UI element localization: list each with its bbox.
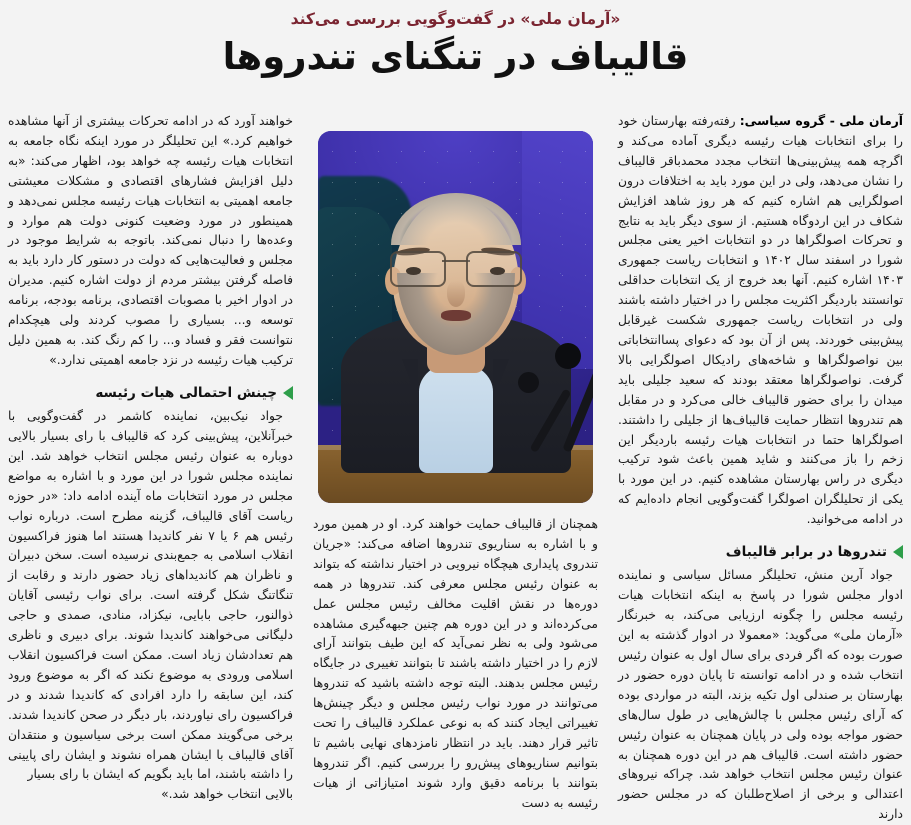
section-heading-tandroha	[618, 544, 903, 560]
section-paragraph-chinesh: جواد نیک‌بین، نماینده کاشمر در گفت‌وگویی با خبرآنلاین، پیش‌بینی کرد که قالیباف با رای بسیار بالایی دوباره به عنوان رئیس مجلس انتخاب خواهد شد. این نماینده مجلس شورا در این مورد و با اشاره به مواضع مجلس در مورد انتخابات ماه آینده ادامه داد: «در حوزه ریاست آقای قالیباف، گزینه مطرح است. درباره نواب رئیس هم ۶ یا ۷ نفر کاندیدا هستند اما هنوز فراکسیون انقلاب اسلامی به جمع‌بندی نرسیده است. سخن دبیران و ناظران هم کاندیداهای زیاد حضور دارند و رقابت از تنگاتنگ شکل گرفته است. برای نواب رئیسی آقایان ذوالنور، حاجی بابایی، نیکزاد، منادی، صمدی و حاجی دلیگانی می‌خواهند کاندیدا شوند. برای دبیری و ناظری هم تعدادشان زیاد است. ممکن است فراکسیون انقلاب اسلامی ورودی به موضوع نکند که اگر به موضوع ورود کند، این سابقه را دارد افرادی که کاندیدا شدند و در فراکسیون رای نیاوردند، بار دیگر در صحن کاندیدا شدند. برخی می‌گویند ممکن است برخی سیاسیون و منتقدان آقای قالیباف با ایشان همراه نشوند و ایشان رای پایینی را داشته باشند، اما باید بگویم که ایشان با رای بسیار	[8, 409, 293, 782]
triangle-bullet-icon	[893, 545, 903, 559]
eyeglasses-icon	[388, 251, 524, 285]
microphone-head-2	[518, 372, 539, 393]
photo-scene	[318, 131, 593, 503]
lead-paragraph	[618, 112, 903, 530]
middle-column-paragraph: همچنان از قالیباف حمایت خواهند کرد. او در همین مورد و با اشاره به سناریوی تندروها اضافه می‌کند: «جریان تندروی پایداری هیچگاه نیرویی در اختیار نداشته که بتواند به عنوان رئیس مجلس معرفی کند. تندروها در همه دوره‌ها در نقش اقلیت مخالف رئیس مجلس عمل می‌کرده‌اند و در این دوره هم چنین جبهه‌گیری مشاهده می‌شود ولی به نظر نمی‌آید که این طیف بتوانند آرای لازم را در اختیار داشته باشند تا بتوانند تغییری در جایگاه رئیس مجلس بدهند. البته توجه داشته باشید که تندروها می‌توانند در مورد نواب رئیس مجلس و دیگر چینش‌ها تغییراتی ایجاد کنند که به نوعی عملکرد قالیباف را تحت تاثیر قرار دهند. باید در انتظار نامزدهای نهایی باشیم تا بتوانیم سناریوهای پیش‌رو را بررسی کنیم. اگر تندروها بتوانند با برنامه دقیق وارد شوند امتیازاتی از هیات رئیسه به دست	[313, 517, 598, 810]
microphone-head-1	[555, 343, 581, 369]
mouth	[441, 310, 471, 321]
article-kicker: «آرمان ملی» در گفت‌وگویی بررسی می‌کند	[290, 10, 621, 28]
lead-paragraph-text: رفته‌رفته بهارستان خود را برای انتخابات هیات رئیسه دیگری آماده می‌کند و اگرچه همه پیش‌بینی‌ها انتخاب مجدد محمدباقر قالیباف را نشان می‌دهد، ولی در این مورد باید به اختلافات درون اصولگرایی هم اشاره کنیم که هر روز شاهد افزایش شکاف در این اردوگاه هستیم. از سوی دیگر باید به نتایج و تحرکات اصولگراها در دو انتخابات اخیر یعنی مجلس شورا در اسفند سال ۱۴۰۲ و انتخابات ریاست جمهوری ۱۴۰۳ اشاره کنیم. آنها بعد خروج از یک انتخابات حداقلی توانستند باردیگر اکثریت مجلس را در اختیار داشته باشند ولی در انتخابات ریاست جمهوری شکست غیرقابل پیش‌بینی خوردند. پس از آن بود که دعوای پساانتخاباتی بین نواصولگراها و شاخه‌های رادیکال اصولگرایی بالا گرفت. نواصولگراها معتقد بودند که سعید جلیلی باید میدان را برای حضور قالیباف خالی می‌کرد و در مقابل هم تندروها انتظار حمایت قالیباف‌ها از جلیلی را داشتند. اصولگراها حتما در انتخابات هیات رئیسه باردیگر این زخم را باز می‌کنند و شاید همین باعث شود ترکیب دیگری در راس بهارستان مشاهده کنیم. در این مورد با یکی از تحلیلگران اصولگرا گفت‌وگویی انجام داده‌ایم که در ادامه می‌خوانید.	[618, 114, 903, 527]
section-heading-label: چینش احتمالی هیات رئیسه	[95, 384, 277, 401]
lens-left	[390, 251, 446, 287]
article-photo	[318, 131, 593, 503]
left-column-top-paragraph: خواهند آورد که در ادامه تحرکات بیشتری از آنها مشاهده خواهیم کرد.» این تحلیلگر در مورد اینکه نگاه جامعه به انتخابات هیات رئیسه چه خواهد بود، اظهار می‌کند: «به دلیل افزایش فشارهای اقتصادی و مشکلات معیشتی جامعه اهمیتی به انتخابات هیات رئیسه مجلس نمی‌دهد و همینطور در مورد وضعیت کنونی دولت هم موارد و وعده‌ها را دنبال نمی‌کند. باتوجه به شرایط موجود در مجلس و فعالیت‌هایی که دولت در دستور کار دارد باید به فاصله گرفتن بیشتر مردم از دولت اشاره کنیم. مدیران در ادوار اخیر با مصوبات اقتصادی، برنامه بودجه، برنامه توسعه و... بسیاری را مصوب کردند ولی هیچکدام نتوانست فقر و فساد و... را کم رنگ کند. به همین دلیل ترکیب هیات رئیسه در نزد جامعه اهمیتی ندارد.»	[8, 114, 293, 367]
dress-shirt	[419, 363, 493, 473]
section-heading-chinesh	[8, 385, 293, 401]
lens-right	[466, 251, 522, 287]
collar-left	[402, 359, 418, 399]
byline: آرمان ملی - گروه سیاسی:	[739, 114, 903, 128]
article-closing-line: بالایی انتخاب خواهد شد.»	[161, 787, 293, 802]
page-title: قالیباف در تنگنای تندروها	[222, 34, 689, 78]
article-columns	[8, 112, 903, 822]
section-paragraph-tandroha: جواد آرین منش، تحلیلگر مسائل سیاسی و نماینده ادوار مجلس شورا در پاسخ به اینکه انتخابات هیات رئیسه مجلس را چگونه ارزیابی می‌کند، به خبرنگار «آرمان ملی» می‌گوید: «معمولا در ادوار گذشته به این صورت بوده که اگر فردی برای سال اول به عنوان رئیس انتخاب شده و در ادامه توانسته تا پایان دوره حضور در بهارستان بر صندلی اول تکیه بزند، البته در مواردی بوده که آرای رئیس مجلس با چالش‌هایی در طول سال‌های حضور مواجه بوده ولی در پایان همچنان به عنوان رئیس حضور داشته است. قالیباف هم در این دوره همچنان به عنوان رئیس مجلس انتخاب خواهد شد. چراکه نیروهای اعتدالی و برخی از اصلاح‌طلبان که در مجلس حضور دارند	[618, 568, 903, 822]
column-left	[8, 112, 293, 808]
section-heading-label: تندروها در برابر قالیباف	[725, 544, 887, 561]
collar-right	[493, 359, 509, 399]
column-right	[618, 112, 903, 822]
column-middle	[313, 112, 598, 808]
triangle-bullet-icon	[283, 386, 293, 400]
masthead	[8, 0, 903, 79]
